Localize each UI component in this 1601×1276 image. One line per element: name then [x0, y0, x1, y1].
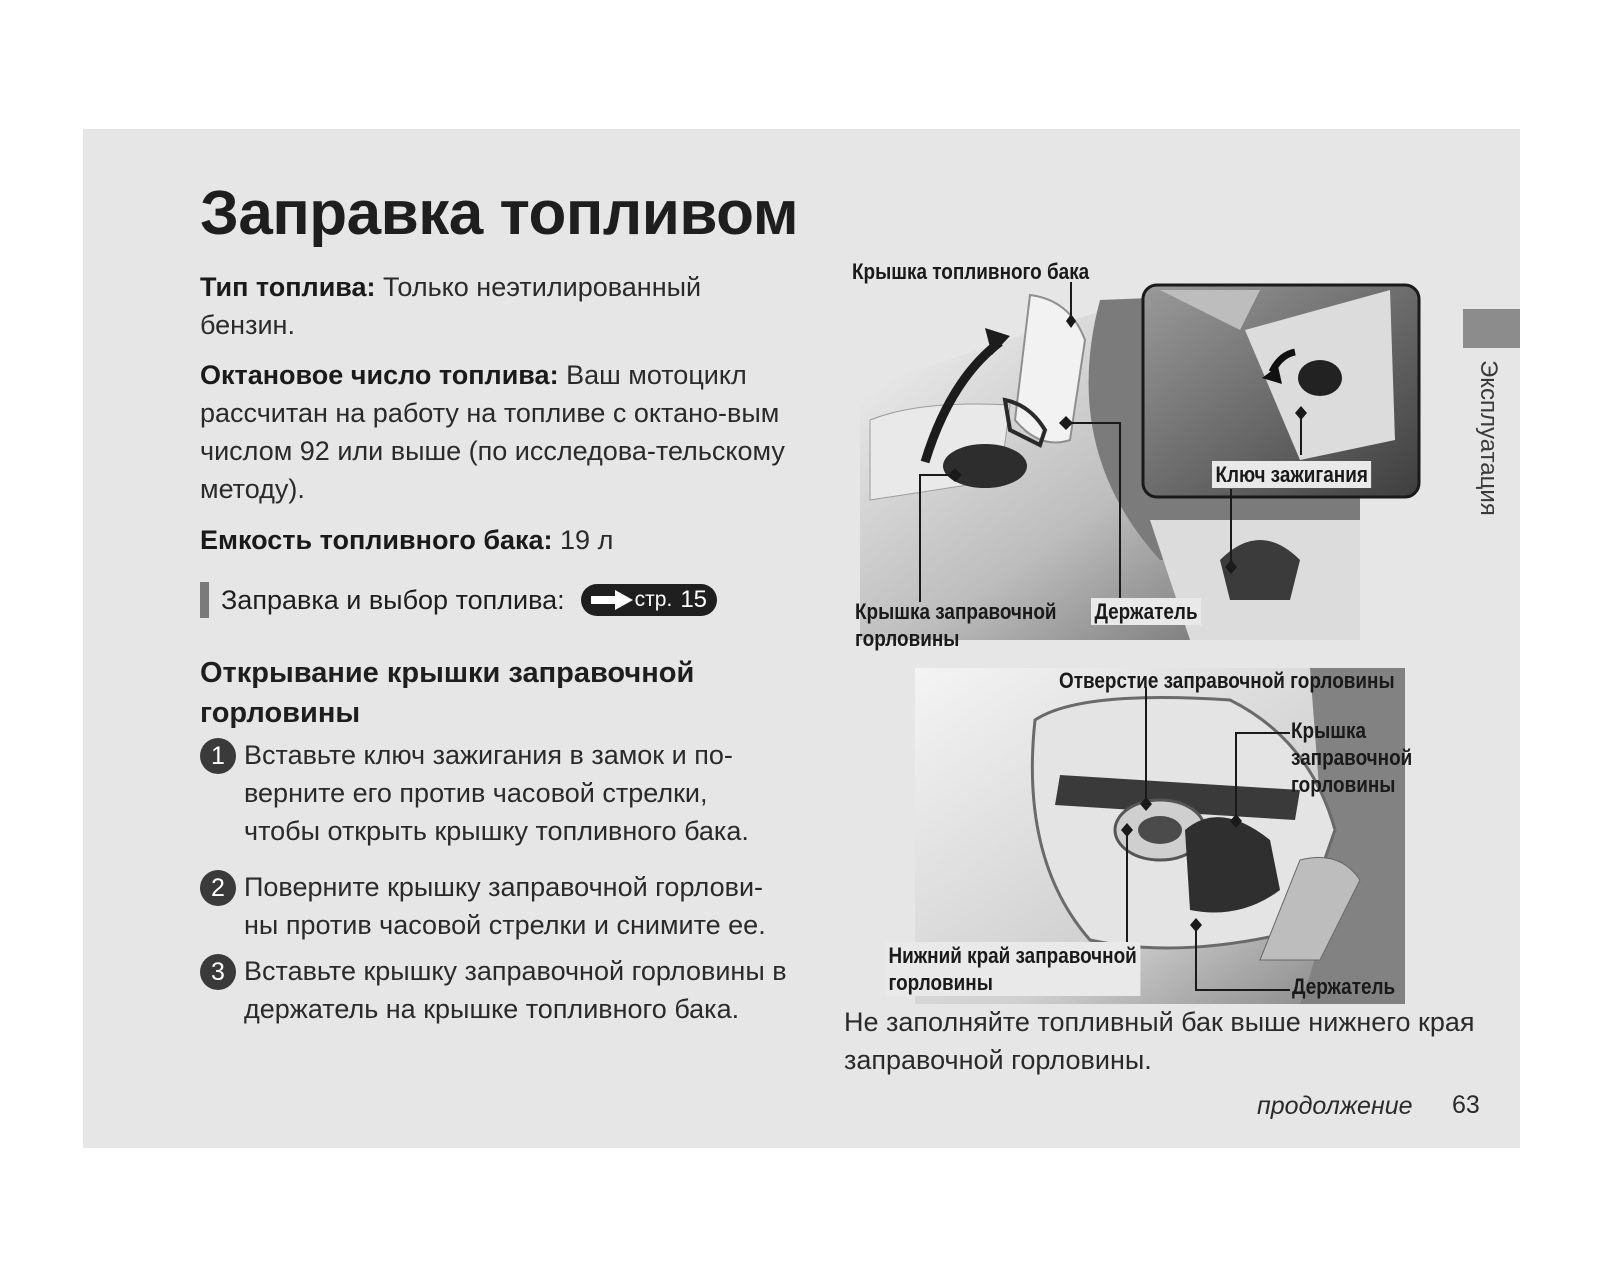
cross-reference — [200, 581, 717, 619]
callout-filler-opening: Отверстие заправочной горловины — [1059, 668, 1395, 693]
callout-holder-top: Держатель — [1091, 598, 1201, 625]
step-number-badge: 2 — [200, 870, 236, 906]
step-text: Поверните крышку заправочной горлови-ны против часовой стрелки и снимите ее. — [244, 872, 766, 940]
capacity-text: 19 л — [552, 525, 614, 555]
octane-label: Октановое число топлива: — [200, 360, 559, 390]
callout-line: Крышка — [1291, 718, 1367, 743]
section-tab-marker — [1463, 309, 1520, 348]
reference-bar — [200, 582, 209, 618]
callout-filler-cap-top — [855, 598, 1057, 652]
callout-line: Нижний край заправочной — [888, 943, 1137, 968]
callout-filler-lower-edge — [885, 942, 1140, 996]
callout-line: горловины — [855, 626, 960, 651]
page-title: Заправка топливом — [200, 179, 799, 248]
arrow-right-icon — [589, 589, 635, 611]
fill-level-note: Не заполняйте топливный бак выше нижнего края заправочной горловины. — [844, 1007, 1475, 1075]
callout-fuel-tank-cap: Крышка топливного бака — [852, 259, 1090, 284]
callout-ignition-key: Ключ зажигания — [1212, 461, 1371, 488]
fuel-type-text: Только неэтилированный бензин. — [200, 272, 702, 340]
octane-paragraph — [200, 356, 790, 508]
step-1 — [200, 736, 790, 850]
section-subtitle: Открывание крышки заправочной горловины — [200, 657, 695, 729]
fuel-type-paragraph — [200, 268, 790, 344]
octane-text: Ваш мотоцикл рассчитан на работу на топливе с октано-вым числом 92 или выше (по исследова-тельскому методу). — [200, 360, 785, 504]
callout-line: горловины — [888, 970, 993, 995]
step-number-badge: 1 — [200, 738, 236, 774]
step-text: Вставьте крышку заправочной горловины в держатель на крышке топливного бака. — [244, 956, 787, 1024]
reference-page-number: 15 — [680, 586, 708, 613]
page-number: 63 — [1452, 1091, 1480, 1119]
section-tab-label: Эксплуатация — [1475, 360, 1502, 516]
capacity-label: Емкость топливного бака: — [200, 525, 553, 555]
reference-text: Заправка и выбор топлива: — [221, 585, 565, 615]
step-text: Вставьте ключ зажигания в замок и по-верните его против часовой стрелки, чтобы открыть крышку топливного бака. — [244, 740, 749, 846]
step-number-badge: 3 — [200, 954, 236, 990]
page-reference-link[interactable] — [581, 584, 717, 616]
fuel-type-label: Тип топлива: — [200, 272, 376, 302]
callout-line: горловины — [1291, 772, 1396, 797]
step-3 — [200, 952, 790, 1028]
callout-holder-bottom: Держатель — [1292, 974, 1396, 999]
continued-label: продолжение — [1257, 1092, 1413, 1120]
callout-filler-cap-bottom — [1291, 717, 1412, 798]
reference-page-prefix: стр. — [634, 588, 673, 611]
callout-line: заправочной — [1291, 745, 1413, 770]
capacity-paragraph — [200, 521, 790, 559]
step-2 — [200, 868, 790, 944]
callout-line: Крышка заправочной — [855, 599, 1057, 624]
